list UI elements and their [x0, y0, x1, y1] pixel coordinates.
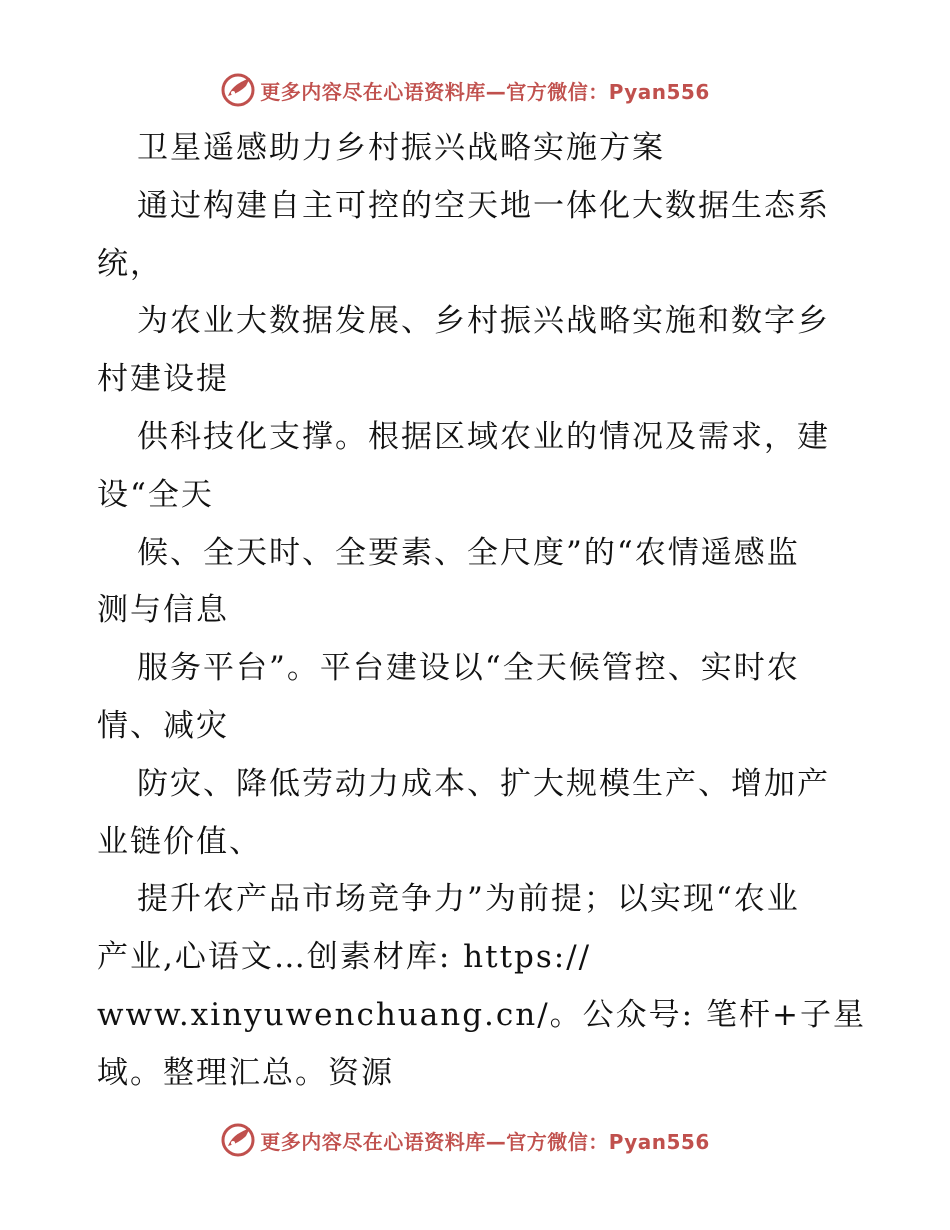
- footer-banner-text: 更多内容尽在心语资料库—官方微信：Pyan556: [260, 1129, 710, 1154]
- document-line: 通过构建自主可控的空天地一体化大数据生态系: [137, 187, 830, 224]
- document-line: 测与信息: [97, 592, 229, 629]
- document-line: 设“全天: [97, 476, 214, 513]
- document-body: [97, 120, 866, 1103]
- document-line: 卫星遥感助力乡村振兴战略实施方案: [137, 130, 665, 166]
- header-banner-inner: [220, 72, 710, 108]
- document-line: 服务平台”。平台建设以“全天候管控、实时农: [137, 650, 800, 687]
- document-line: 村建设提: [97, 361, 229, 398]
- document-line: 候、全天时、全要素、全尺度”的“农情遥感监: [137, 534, 800, 571]
- pen-logo-icon: [220, 1122, 256, 1158]
- footer-banner-inner: [220, 1122, 710, 1158]
- document-line: 业链价值、: [97, 823, 262, 860]
- document-line: 统，: [97, 245, 163, 282]
- document-line: 为农业大数据发展、乡村振兴战略实施和数字乡: [137, 303, 830, 340]
- header-banner: [0, 70, 950, 110]
- pen-logo-icon: [220, 72, 256, 108]
- document-line: 防灾、降低劳动力成本、扩大规模生产、增加产: [137, 765, 830, 802]
- document-line: 提升农产品市场竞争力”为前提；以实现“农业: [137, 881, 800, 918]
- document-line: www.xinyuwenchuang.cn/。公众号: 笔杆+子星: [97, 996, 866, 1033]
- footer-banner: [0, 1120, 950, 1160]
- document-line: 供科技化支撑。根据区域农业的情况及需求，建: [137, 418, 830, 455]
- document-line: 域。整理汇总。资源: [97, 1054, 394, 1091]
- document-line: 产业,心语文…创素材库: https://: [97, 939, 592, 976]
- document-line: 情、减灾: [97, 707, 229, 744]
- header-banner-text: 更多内容尽在心语资料库—官方微信：Pyan556: [260, 79, 710, 104]
